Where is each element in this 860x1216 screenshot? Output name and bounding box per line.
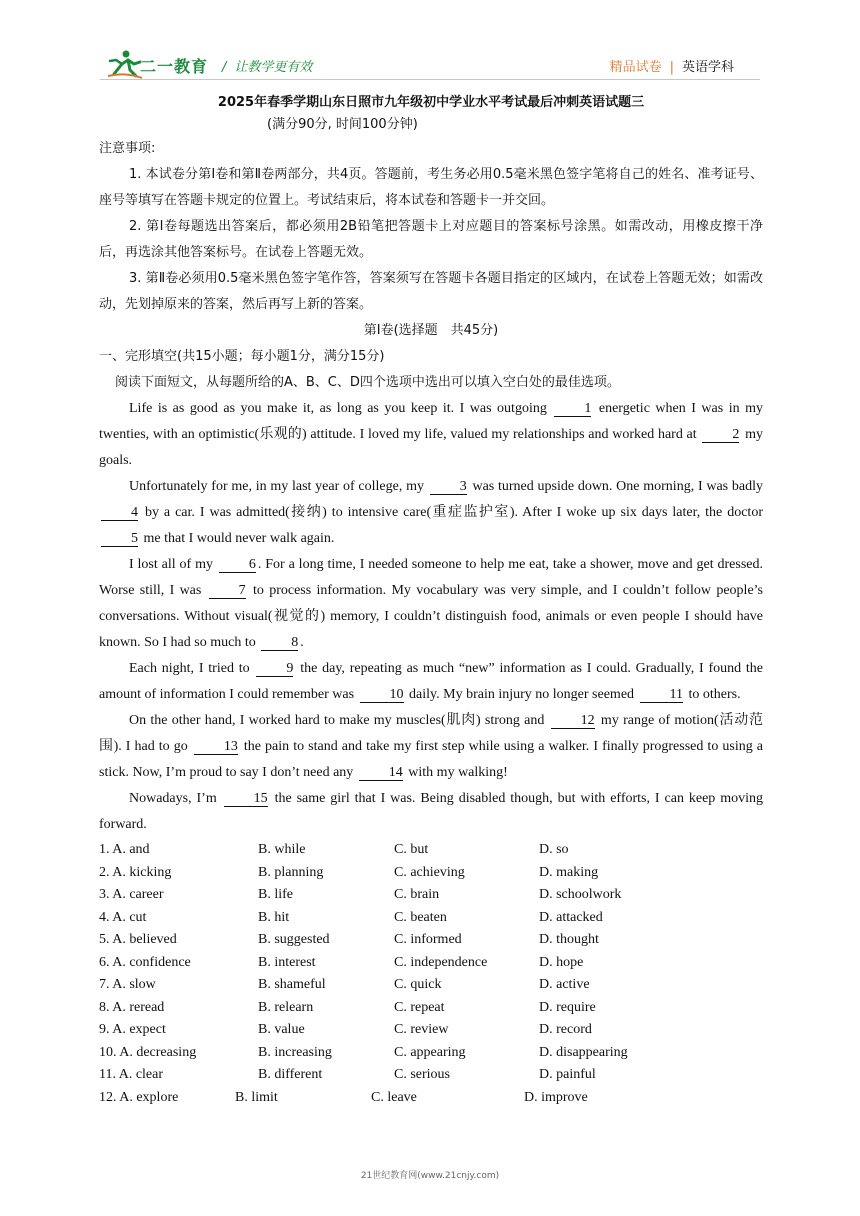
blank: 7	[209, 583, 246, 599]
option-row: 7. A. slow B. shameful C. quick D. active	[99, 977, 590, 992]
blank: 15	[224, 791, 268, 807]
note-item: 1. 本试卷分第Ⅰ卷和第Ⅱ卷两部分，共4页。答题前，考生务必用0.5毫米黑色签字笔将自己的姓名、准考证号、座号等填写在答题卡规定的位置上。考试结束后，将本试卷和答题卡一并交回。	[99, 167, 763, 208]
blank: 4	[101, 505, 138, 521]
section-title: 第Ⅰ卷(选择题 共45分)	[363, 323, 499, 338]
blank: 13	[194, 739, 238, 755]
option-row: 6. A. confidence B. interest C. independence D. hope	[99, 954, 584, 970]
option-row: 2. A. kicking B. planning C. achieving D. making	[99, 864, 599, 880]
passage-paragraph: On the other hand, I worked hard to make my muscles(肌肉) strong and 12 my range of motion(活动范围). I had to go 13 the pain to stand and take my first step while using a walker. I finally progressed to using a stick. Now, I’m proud to say I don’t need any 14 with my walking!	[99, 713, 763, 780]
option-row: 8. A. reread B. relearn C. repeat D. require	[99, 999, 596, 1015]
note-item: 3. 第Ⅱ卷必须用0.5毫米黑色签字笔作答，答案须写在答题卡各题目指定的区域内，在试卷上答题无效；如需改动，先划掉原来的答案，然后再写上新的答案。	[99, 271, 763, 312]
passage-paragraph: Unfortunately for me, in my last year of college, my 3 was turned upside down. One morning, I was badly 4 by a car. I was admitted(接纳) to intensive care(重症监护室). After I woke up six days later, the doctor 5 me that I would never walk again.	[99, 474, 763, 552]
passage-paragraph: I lost all of my 6 . For a long time, I needed someone to help me eat, take a shower, move and get dressed. Worse still, I was 7 to process information. My vocabulary was very simple, and I couldn’t follow people’s conversations. Without visual(视觉的) memory, I couldn’t distinguish food, animals or even people I should have known. So I had so much to 8 .	[99, 557, 763, 650]
blank: 1	[554, 401, 591, 417]
passage-paragraph: Life is as good as you make it, as long as you keep it. I was outgoing 1 energetic when I was in my twenties, with an optimistic(乐观的) attitude. I loved my life, valued my relationships and worked hard at 2 my goals.	[99, 401, 764, 468]
part-heading: 一、完形填空(共15小题；每小题1分，满分15分)	[99, 349, 385, 364]
blank: 14	[359, 765, 403, 781]
notes-heading: 注意事项:	[99, 141, 156, 156]
header-divider	[100, 79, 760, 80]
blank: 11	[640, 687, 683, 703]
note-item: 2. 第Ⅰ卷每题选出答案后，都必须用2B铅笔把答题卡上对应题目的答案标号涂黑。如需改动，用橡皮擦干净后，再选涂其他答案标号。在试卷上答题无效。	[99, 219, 763, 260]
page-footer: 21世纪教育网(www.21cnjy.com)	[360, 1171, 500, 1181]
blank: 12	[551, 713, 595, 729]
blank: 5	[101, 531, 138, 547]
passage-paragraph: Each night, I tried to 9 the day, repeating as much “new” information as I could. Gradually, I found the amount of information I could remember was 10 daily. My brain injury no longer seemed 11 to others.	[99, 661, 764, 702]
blank: 9	[256, 661, 293, 677]
logo-text: 二一教育	[140, 57, 209, 76]
instruction: 阅读下面短文，从每题所给的A、B、C、D四个选项中选出可以填入空白处的最佳选项。	[115, 375, 620, 390]
blank: 10	[360, 687, 404, 703]
header-tags	[610, 56, 734, 75]
blank: 6	[219, 557, 256, 573]
tag-subject: 英语学科	[681, 60, 734, 75]
option-row: 12. A. explore B. limit C. leave D. improve	[99, 1089, 588, 1105]
option-row: 4. A. cut B. hit C. beaten D. attacked	[99, 909, 603, 925]
page-header	[0, 0, 860, 80]
option-row: 9. A. expect B. value C. review D. record	[99, 1022, 592, 1037]
slogan: / 让教学更有效	[222, 60, 313, 75]
option-row: 5. A. believed B. suggested C. informed D. thought	[99, 932, 599, 947]
blank: 2	[702, 427, 739, 443]
option-row: 3. A. career B. life C. brain D. schoolwork	[99, 887, 622, 902]
option-row: 1. A. and B. while C. but D. so	[99, 842, 569, 857]
exam-title: 2025年春季学期山东日照市九年级初中学业水平考试最后冲刺英语试题三	[217, 95, 645, 110]
exam-subtitle: (满分90分, 时间100分钟)	[267, 117, 418, 132]
option-row: 11. A. clear B. different C. serious D. painful	[99, 1067, 596, 1082]
exam-content	[99, 92, 763, 1112]
blank: 3	[430, 479, 467, 495]
header-separator: |	[669, 60, 674, 75]
blank: 8	[261, 635, 298, 651]
tag-quality-paper: 精品试卷	[609, 60, 662, 75]
option-row: 10. A. decreasing B. increasing C. appearing D. disappearing	[99, 1044, 628, 1060]
options-list	[99, 842, 763, 1112]
passage-paragraph: Nowadays, I’m 15 the same girl that I was. Being disabled though, but with efforts, I can keep moving forward.	[99, 791, 763, 832]
slogan-text: 让教学更有效	[234, 60, 313, 75]
